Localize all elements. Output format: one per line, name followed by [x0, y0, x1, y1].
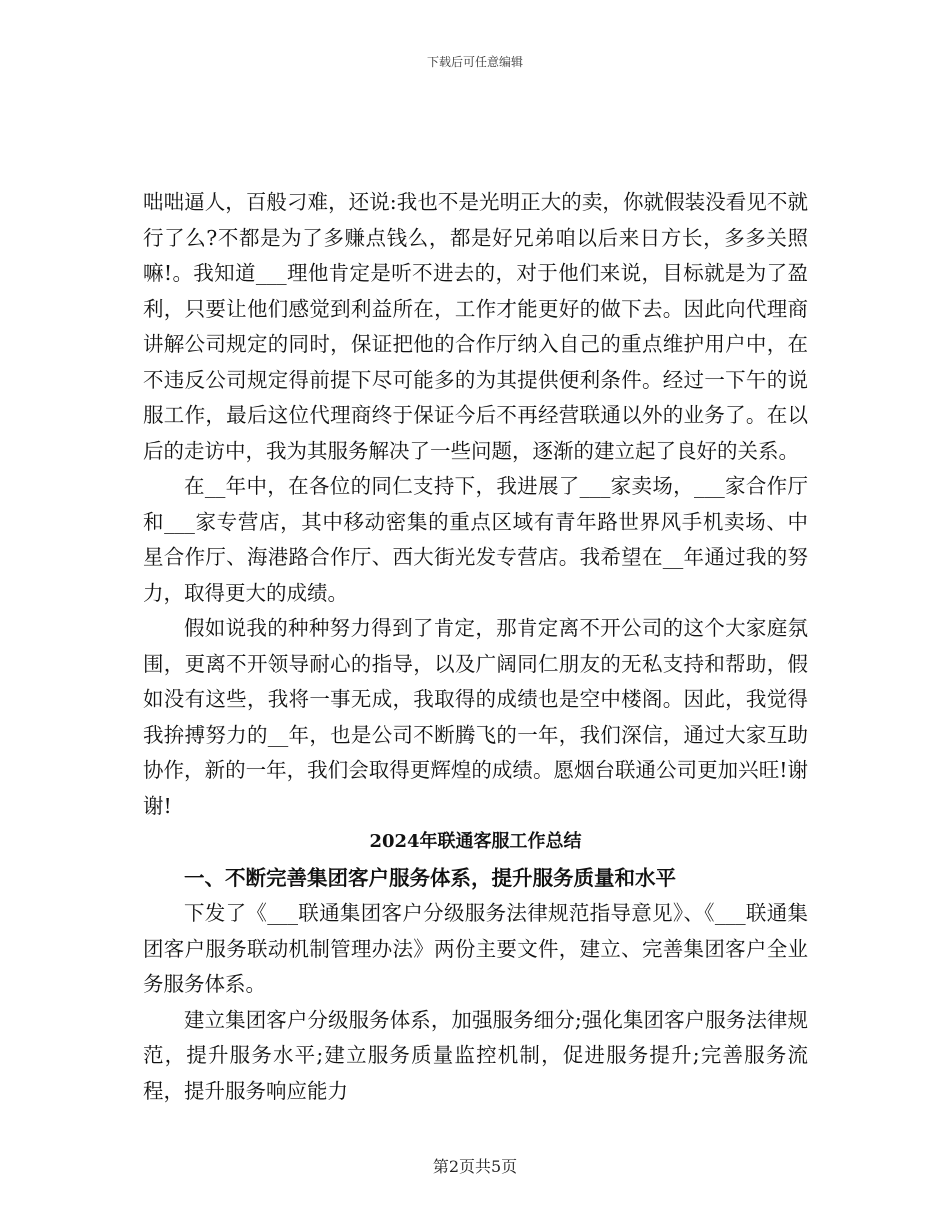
paragraph-documents: 下发了《___联通集团客户分级服务法律规范指导意见》、《___联通集团客户服务联动机制管理办法》两份主要文件，建立、完善集团客户全业务服务体系。	[143, 901, 808, 996]
document-title: 2024年联通客服工作总结	[369, 831, 582, 852]
paragraph-continuation: 咄咄逼人，百般刁难，还说:我也不是光明正大的卖，你就假装没看见不就行了么?不都是为了多赚点钱么，都是好兄弟咱以后来日方长，多多关照嘛!。我知道___理他肯定是听不进去的，对于他们来说，目标就是为了盈利，只要让他们感觉到利益所在，工作才能更好的做下去。因此向代理商讲解公司规定的同时，保证把他的合作厅纳入自己的重点维护用户中，在不违反公司规定得前提下尽可能多的为其提供便利条件。经过一下午的说服工作，最后这位代理商终于保证今后不再经营联通以外的业务了。在以后的走访中，我为其服务解决了一些问题，逐渐的建立起了良好的关系。	[143, 190, 808, 463]
header-note: 下载后可任意编辑	[426, 55, 523, 69]
section-heading: 一、不断完善集团客户服务体系，提升服务质量和水平	[184, 866, 676, 890]
page-number: 第2页共5页	[432, 1157, 518, 1176]
document-body	[143, 185, 808, 1109]
paragraph-service-system: 建立集团客户分级服务体系，加强服务细分;强化集团客户服务法律规范，提升服务水平;建立服务质量监控机制，促进服务提升;完善服务流程，提升服务响应能力	[143, 1007, 808, 1103]
paragraph-achievements: 在__年中，在各位的同仁支持下，我进展了___家卖场，___家合作厅和___家专营店，其中移动密集的重点区域有青年路世界风手机卖场、中星合作厅、海港路合作厅、西大街光发专营店。我希望在__年通过我的努力，取得更大的成绩。	[143, 474, 808, 605]
paragraph-thanks: 假如说我的种种努力得到了肯定，那肯定离不开公司的这个大家庭氛围，更离不开领导耐心的指导，以及广阔同仁朋友的无私支持和帮助，假如没有这些，我将一事无成，我取得的成绩也是空中楼阁。因此，我觉得我拚搏努力的__年，也是公司不断腾飞的一年，我们深信，通过大家互助协作，新的一年，我们会取得更辉煌的成绩。愿烟台联通公司更加兴旺!谢谢!	[143, 616, 808, 818]
